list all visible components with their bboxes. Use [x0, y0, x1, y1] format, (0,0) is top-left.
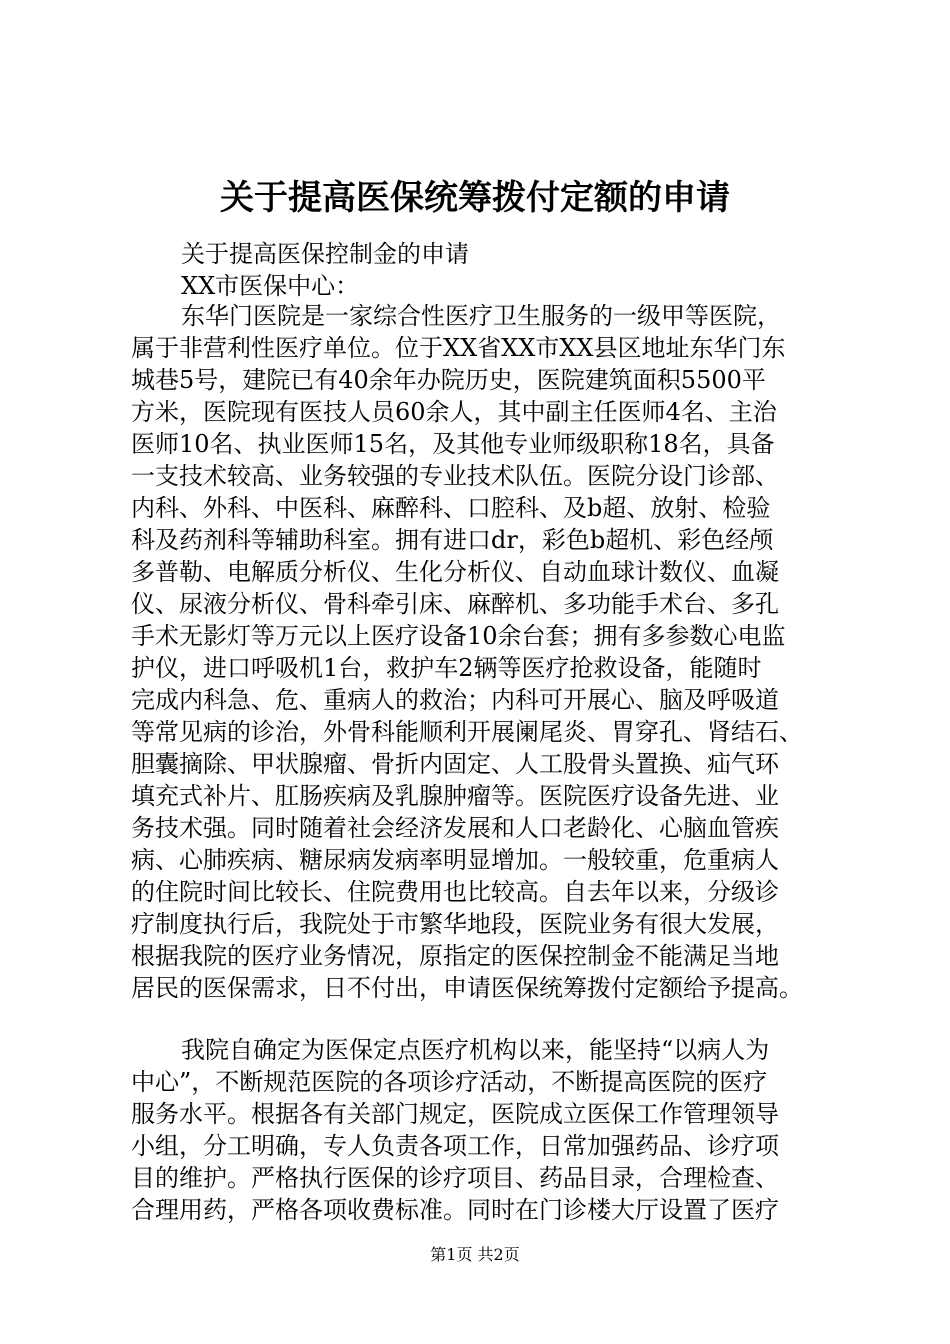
paragraph-line: 东华门医院是一家综合性医疗卫生服务的一级甲等医院，: [181, 302, 781, 330]
paragraph-line: 完成内科急、危、重病人的救治；内科可开展心、脑及呼吸道: [131, 686, 779, 714]
paragraph-line: 等常见病的诊治，外骨科能顺利开展阑尾炎、胃穿孔、肾结石、: [131, 718, 803, 746]
paragraph-line: 仪、尿液分析仪、骨科牵引床、麻醉机、多功能手术台、多孔: [131, 590, 779, 618]
paragraph-line: 居民的医保需求，日不付出，申请医保统筹拨付定额给予提高。: [131, 974, 803, 1002]
document-title: 关于提高医保统筹拨付定额的申请: [220, 178, 730, 218]
paragraph-line: 医师10名、执业医师15名，及其他专业师级职称18名，具备: [131, 430, 775, 458]
paragraph-line: 护仪，进口呼吸机1台，救护车2辆等医疗抢救设备，能随时: [131, 654, 762, 682]
paragraph-line: 填充式补片、肛肠疾病及乳腺肿瘤等。医院医疗设备先进、业: [131, 782, 779, 810]
paragraph-line: 胆囊摘除、甲状腺瘤、骨折内固定、人工股骨头置换、疝气环: [131, 750, 779, 778]
paragraph-line: 疗制度执行后，我院处于市繁华地段，医院业务有很大发展，: [131, 910, 779, 938]
paragraph-line: 属于非营利性医疗单位。位于XX省XX市XX县区地址东华门东: [131, 334, 786, 362]
paragraph-line: 目的维护。严格执行医保的诊疗项目、药品目录，合理检查、: [131, 1164, 779, 1192]
paragraph-line: 服务水平。根据各有关部门规定，医院成立医保工作管理领导: [131, 1100, 779, 1128]
paragraph-line: 科及药剂科等辅助科室。拥有进口dr，彩色b超机、彩色经颅: [131, 526, 774, 554]
paragraph-line: 内科、外科、中医科、麻醉科、口腔科、及b超、放射、检验: [131, 494, 771, 522]
paragraph-line: 根据我院的医疗业务情况，原指定的医保控制金不能满足当地: [131, 942, 779, 970]
paragraph-line: 我院自确定为医保定点医疗机构以来，能坚持“以病人为: [181, 1036, 770, 1064]
paragraph-line: 务技术强。同时随着社会经济发展和人口老龄化、心脑血管疾: [131, 814, 779, 842]
addressee: XX市医保中心：: [181, 272, 360, 300]
paragraph-line: 方米，医院现有医技人员60余人，其中副主任医师4名、主治: [131, 398, 777, 426]
paragraph-line: 多普勒、电解质分析仪、生化分析仪、自动血球计数仪、血凝: [131, 558, 779, 586]
paragraph-line: 中心”，不断规范医院的各项诊疗活动，不断提高医院的医疗: [131, 1068, 768, 1096]
paragraph-line: 一支技术较高、业务较强的专业技术队伍。医院分设门诊部、: [131, 462, 779, 490]
paragraph-line: 病、心肺疾病、糖尿病发病率明显增加。一般较重，危重病人: [131, 846, 779, 874]
paragraph-line: 城巷5号，建院已有40余年办院历史，医院建筑面积5500平: [131, 366, 766, 394]
document-subtitle: 关于提高医保控制金的申请: [181, 240, 469, 268]
paragraph-line: 手术无影灯等万元以上医疗设备10余台套；拥有多参数心电监: [131, 622, 786, 650]
paragraph-line: 的住院时间比较长、住院费用也比较高。自去年以来，分级诊: [131, 878, 779, 906]
paragraph-line: 合理用药，严格各项收费标准。同时在门诊楼大厅设置了医疗: [131, 1196, 779, 1224]
page-number-footer: 第1页 共2页: [430, 1245, 520, 1264]
paragraph-line: 小组，分工明确，专人负责各项工作，日常加强药品、诊疗项: [131, 1132, 779, 1160]
